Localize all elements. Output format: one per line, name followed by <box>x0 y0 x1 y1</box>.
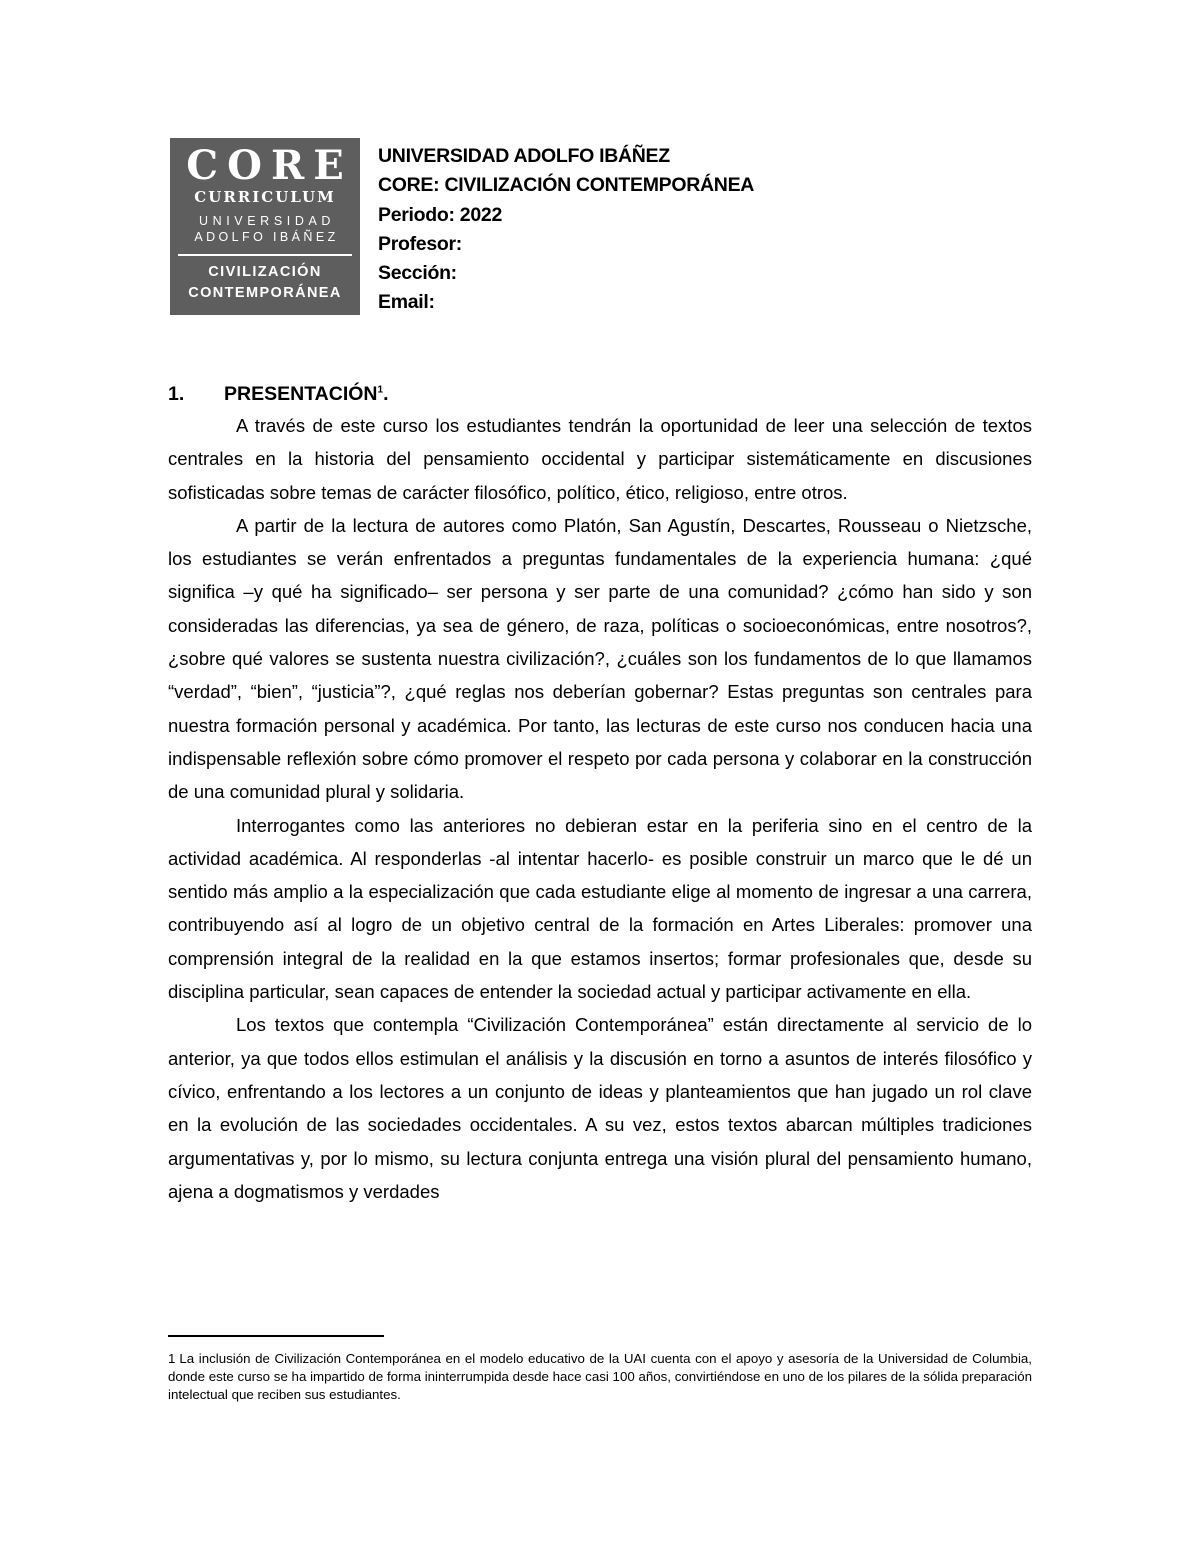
logo-contemporanea-text: CONTEMPORÁNEA <box>188 285 342 301</box>
section-heading <box>168 380 388 408</box>
section-title-period: . <box>383 383 389 405</box>
footnote <box>168 1350 1032 1405</box>
footnote-separator <box>168 1335 384 1337</box>
university-name: UNIVERSIDAD ADOLFO IBÁÑEZ <box>378 145 670 167</box>
footnote-reference[interactable]: 1 <box>377 384 384 396</box>
section-number: 1. <box>168 383 185 405</box>
core-curriculum-logo <box>170 138 360 315</box>
logo-civilizacion-text: CIVILIZACIÓN <box>208 264 322 280</box>
logo-core-text: CORE <box>186 142 353 189</box>
footnote-number: 1 <box>168 1351 176 1366</box>
course-name: CORE: CIVILIZACIÓN CONTEMPORÁNEA <box>378 174 755 197</box>
section-line: Sección: <box>378 262 457 285</box>
paragraph-2: A partir de la lectura de autores como Platón, San Agustín, Descartes, Rousseau o Nietzsche, los estudiantes se verán enfrentados a preguntas fundamentales de la experiencia humana: ¿qué significa –y qué ha significado– ser persona y ser parte de una comunidad? ¿cómo han sido y son consideradas las diferencias, ya sea de género, de raza, políticas o socioeconómicas, entre nosotros?, ¿sobre qué valores se sustenta nuestra civilización?, ¿cuáles son los fundamentos de lo que llamamos “verdad”, “bien”, “justicia”?, ¿qué reglas nos deberían gobernar? Estas preguntas son centrales para nuestra formación personal y académica. Por tanto, las lecturas de este curso nos conducen hacia una indispensable reflexión sobre cómo promover el respeto por cada persona y colaborar en la construcción de una comunidad plural y solidaria. <box>168 514 1032 803</box>
logo-curriculum-text: CURRICULUM <box>194 188 336 206</box>
paragraph-4: Los textos que contempla “Civilización Contemporánea” están directamente al servicio de lo anterior, ya que todos ellos estimulan el análisis y la discusión en torno a asuntos de interés filosófico y cívico, enfrentando a los lectores a un conjunto de ideas y planteamientos que han jugado un rol clave en la evolución de las sociedades occidentales. A su vez, estos textos abarcan múltiples tradiciones argumentativas y, por lo mismo, su lectura conjunta entrega una visión plural del pensamiento humano, ajena a dogmatismos y verdades <box>168 1014 1032 1202</box>
section-title-text: PRESENTACIÓN <box>224 383 378 405</box>
period-line: Periodo: 2022 <box>378 203 502 226</box>
email-line: Email: <box>378 291 435 314</box>
paragraph-3: Interrogantes como las anteriores no debieran estar en la periferia sino en el centro de la actividad académica. Al responderlas -al intentar hacerlo- es posible construir un marco que le dé un sentido más amplio a la especialización que cada estudiante elige al momento de ingresar a una carrera, contribuyendo así al logro de un objetivo central de la formación en Artes Liberales: promover una comprensión integral de la realidad en la que estamos insertos; formar profesionales que, desde su disciplina particular, sean capaces de entender la sociedad actual y participar activamente en ella. <box>168 814 1032 1003</box>
section-body <box>168 409 1032 1208</box>
logo-adolfo-ibanez-text: ADOLFO IBÁÑEZ <box>194 230 339 244</box>
paragraph-1: A través de este curso los estudiantes tendrán la oportunidad de leer una selección de textos centrales en la historia del pensamiento occidental y participar sistemáticamente en discusiones sofisticadas sobre temas de carácter filosófico, político, ético, religioso, entre otros. <box>168 415 1032 503</box>
logo-divider <box>178 254 352 256</box>
footnote-text: La inclusión de Civilización Contemporánea en el modelo educativo de la UAI cuenta con el apoyo y asesoría de la Universidad de Columbia, donde este curso se ha impartido de forma ininterrumpida desde hace casi 100 años, convirtiéndose en uno de los pilares de la sólida preparación intelectual que reciben sus estudiantes. <box>168 1351 1032 1403</box>
professor-line: Profesor: <box>378 232 462 255</box>
document-header <box>378 142 938 318</box>
logo-universidad-text: UNIVERSIDAD <box>198 214 336 228</box>
